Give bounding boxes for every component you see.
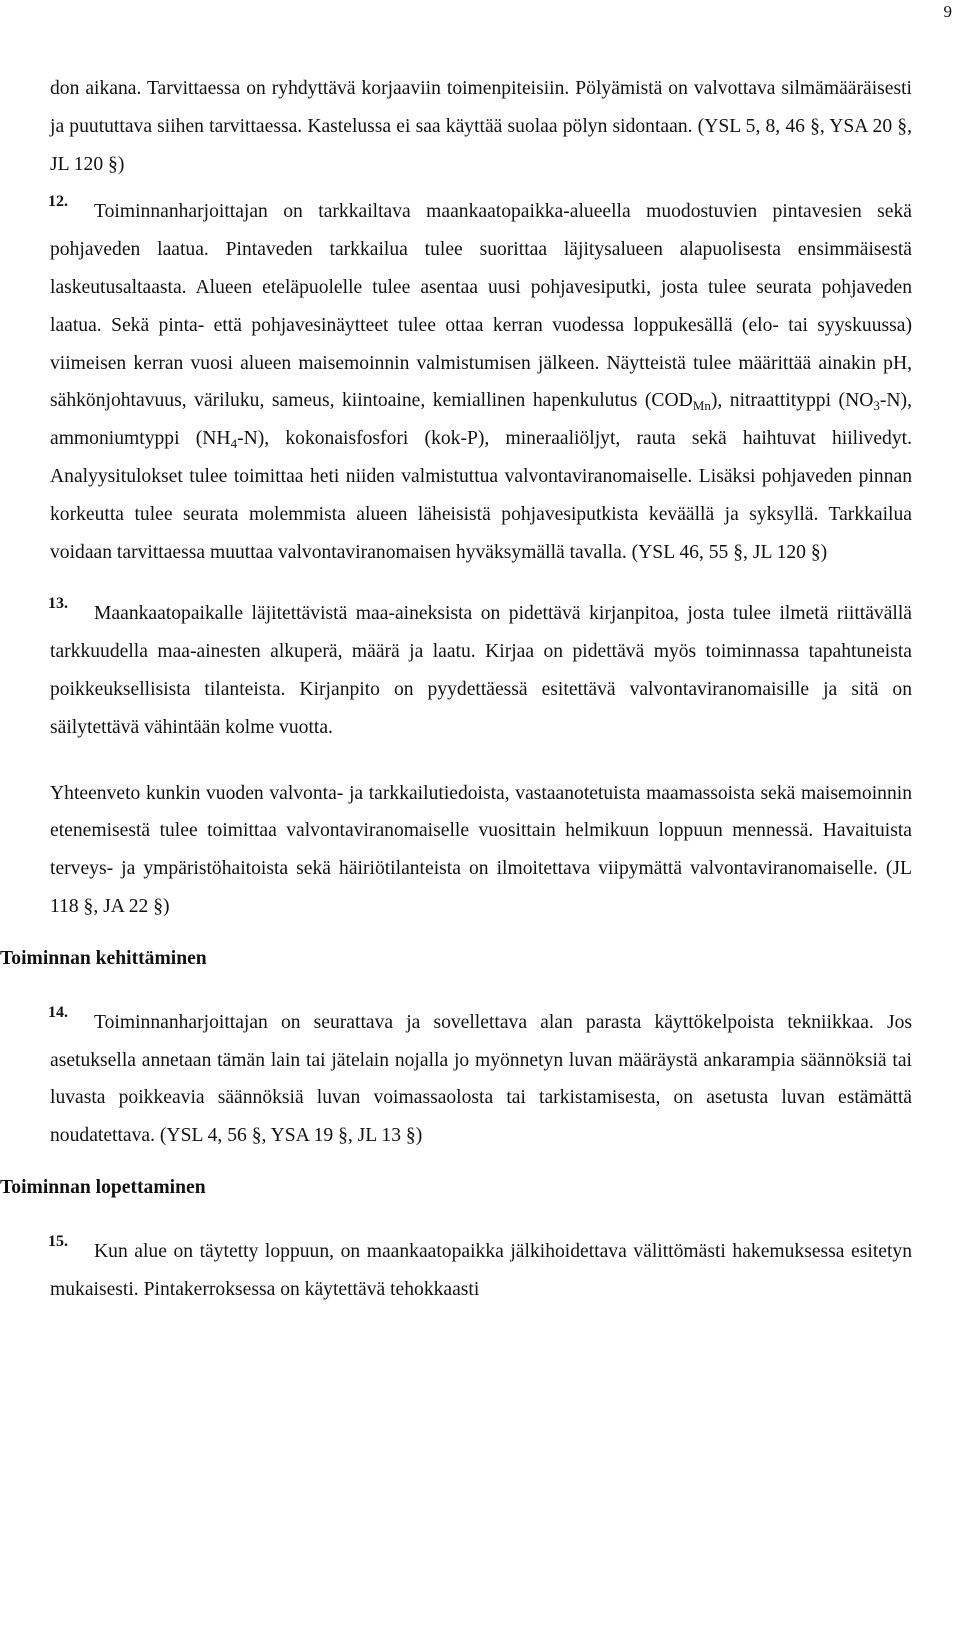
clause-number: 15. xyxy=(48,1232,68,1250)
paragraph-continued: don aikana. Tarvittaessa on ryhdyttävä korjaaviin toimenpiteisiin. Pölyämistä on valvottava silmämääräisesti ja puututtava siihen tarvittaessa. Kastelussa ei saa käyttää suolaa pölyn sidontaan. (YSL 5, 8, 46 §, YSA 20 §, JL 120 §) xyxy=(50,78,912,175)
clause-text: Kun alue on täytetty loppuun, on maankaatopaikka jälkihoidettava välittömästi hakemuksessa esitetyn mukaisesti. Pintakerroksessa on käytettävä tehokkaasti xyxy=(50,1240,912,1300)
clause-text: Maankaatopaikalle läjitettävistä maa-aineksista on pidettävä kirjanpitoa, josta tulee ilmetä riittävällä tarkkuudella maa-ainesten alkuperä, määrä ja laatu. Kirjaa on pidettävä myös toiminnassa tapahtuneista poikkeuksellisista tilanteista. Kirjanpito on pyydettäessä esitettävä valvontaviranomaisille ja sitä on säilytettävä vähintään kolme vuotta. xyxy=(50,603,912,738)
clause-13 xyxy=(50,595,912,746)
clause-12 xyxy=(50,193,912,571)
section-heading-wrap xyxy=(0,1165,912,1227)
clause-14 xyxy=(50,1004,912,1155)
section-heading-termination: Toiminnan lopettaminen xyxy=(0,1176,206,1198)
clause-15 xyxy=(50,1233,912,1309)
clause-number: 14. xyxy=(48,1003,68,1021)
section-heading-development: Toiminnan kehittäminen xyxy=(0,947,207,969)
document-body xyxy=(0,70,912,1309)
clause-number: 12. xyxy=(48,193,68,211)
summary-paragraph: Yhteenveto kunkin vuoden valvonta- ja tarkkailutiedoista, vastaanotetuista maamassoista sekä maisemoinnin etenemisestä tulee toimittaa valvontaviranomaiselle vuosittain helmikuun loppuun mennessä. Havaituista terveys- ja ympäristöhaitoista sekä häiriötilanteista on ilmoitettava viipymättä valvontaviranomaiselle. (JL 118 §, JA 22 §) xyxy=(50,782,912,917)
section-heading-wrap xyxy=(0,936,912,998)
clause-text: Toiminnanharjoittajan on tarkkailtava maankaatopaikka-alueella muodostuvien pintavesien sekä pohjaveden laatua. Pintaveden tarkkailua tulee suorittaa läjitysalueen alapuolisesta ensimmäisestä laskeutusaltaasta. Alueen eteläpuolelle tulee asentaa uusi pohjavesiputki, josta tulee seurata pohjaveden laatua. Sekä pinta- että pohjavesinäytteet tulee ottaa kerran vuodessa loppukesällä (elo- tai syyskuussa) viimeisen kerran vuosi alueen maisemoinnin valmistumisen jälkeen. Näytteistä tulee määrittää ainakin pH, sähkönjohtavuus, väriluku, sameus, kiintoaine, kemiallinen hapenkulutus $(COD_{Mn})$, nitraattityppi $(NO_3-N)$, ammoniumtyppi $(NH_4-N)$, kokonaisfosfori (kok-P), mineraaliöljyt, rauta sekä haihtuvat hiilivedyt. Analyysitulokset tulee toimittaa heti niiden valmistuttua valvontaviranomaiselle. Lisäksi pohjaveden pinnan korkeutta tulee seurata molemmista alueen läheisistä pohjavesiputkista keväällä ja syksyllä. Tarkkailua voidaan tarvittaessa muuttaa valvontaviranomaisen hyväksymällä tavalla. (YSL 46, 55 §, JL 120 §) xyxy=(50,201,912,563)
page-number: 9 xyxy=(943,2,952,21)
clause-number: 13. xyxy=(48,595,68,613)
clause-text: Toiminnanharjoittajan on seurattava ja sovellettava alan parasta käyttökelpoista tekniikkaa. Jos asetuksella annetaan tämän lain tai jätelain nojalla jo myönnetyn luvan määräystä ankarampia säännöksiä tai luvasta poikkeavia säännöksiä luvan voimassaolosta tai tarkistamisesta, on asetusta luvan estämättä noudatettava. (YSL 4, 56 §, YSA 19 §, JL 13 §) xyxy=(50,1011,912,1147)
